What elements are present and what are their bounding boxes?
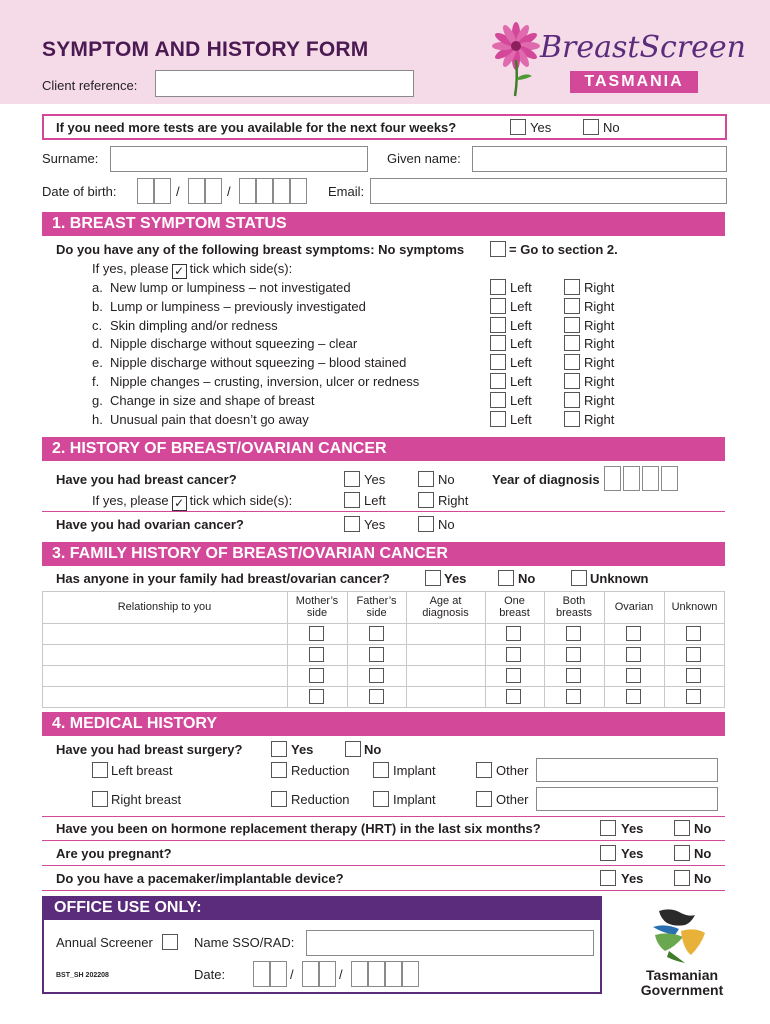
- office-use-heading: OFFICE USE ONLY:: [42, 896, 602, 920]
- pregnant-yes-label: Yes: [621, 846, 644, 861]
- office-date-separator: /: [339, 967, 343, 982]
- pacemaker-question: Do you have a pacemaker/implantable device?: [56, 871, 344, 886]
- symptom-letter: g.: [92, 393, 103, 408]
- year-digit-2[interactable]: [623, 466, 640, 491]
- right-other-label: Other: [496, 792, 529, 807]
- tick-instruction-pre: If yes, please: [92, 261, 169, 276]
- family-one-breast-checkbox[interactable]: [506, 689, 521, 704]
- family-fathers-side-checkbox[interactable]: [369, 626, 384, 641]
- left-reduction-label: Reduction: [291, 763, 350, 778]
- section4-divider: [42, 890, 725, 891]
- col-mothers-line1: Mother’s: [295, 595, 339, 607]
- right-implant-checkbox[interactable]: [373, 791, 389, 807]
- family-ovarian-checkbox[interactable]: [626, 668, 641, 683]
- right-other-checkbox[interactable]: [476, 791, 492, 807]
- availability-yes-label: Yes: [530, 120, 552, 135]
- breast-cancer-yes-label: Yes: [364, 472, 386, 487]
- form-title: SYMPTOM AND HISTORY FORM: [42, 38, 369, 61]
- annual-screener-label: Annual Screener: [56, 935, 153, 950]
- dob-year-digit-1[interactable]: [239, 178, 256, 204]
- availability-no-label: No: [603, 120, 620, 135]
- surgery-no-checkbox[interactable]: [345, 741, 361, 757]
- dob-year-digit-3[interactable]: [273, 178, 290, 204]
- brand-region: TASMANIA: [570, 71, 698, 93]
- family-ovarian-checkbox[interactable]: [626, 647, 641, 662]
- family-ovarian-checkbox[interactable]: [626, 689, 641, 704]
- symptom-left-label: Left: [510, 318, 532, 333]
- family-no-label: No: [518, 571, 536, 586]
- name-sso-label: Name SSO/RAD:: [194, 935, 295, 950]
- symptom-right-label: Right: [584, 299, 615, 314]
- surgery-no-label: No: [364, 742, 382, 757]
- given-name-label: Given name:: [387, 151, 461, 166]
- surgery-yes-label: Yes: [291, 742, 314, 757]
- symptom-letter: b.: [92, 299, 103, 314]
- symptom-right-label: Right: [584, 318, 615, 333]
- pregnant-no-label: No: [694, 846, 712, 861]
- breast-cancer-yes-checkbox[interactable]: [344, 471, 360, 487]
- email-label: Email:: [328, 184, 365, 199]
- symptom-letter: h.: [92, 412, 103, 427]
- family-ovarian-checkbox[interactable]: [626, 626, 641, 641]
- left-breast-checkbox[interactable]: [92, 762, 108, 778]
- section2-heading: 2. HISTORY OF BREAST/OVARIAN CANCER: [42, 437, 725, 461]
- section2-divider: [42, 511, 725, 512]
- table-divider: [42, 623, 725, 624]
- hrt-yes-checkbox[interactable]: [600, 820, 616, 836]
- office-date-year-digit-4[interactable]: [402, 961, 419, 987]
- family-both-breasts-checkbox[interactable]: [566, 668, 581, 683]
- section4-divider: [42, 816, 725, 817]
- col-unknown: Unknown: [671, 601, 718, 613]
- surgery-question: Have you had breast surgery?: [56, 742, 243, 757]
- left-reduction-checkbox[interactable]: [271, 762, 287, 778]
- left-other-input[interactable]: [536, 758, 718, 782]
- year-of-diagnosis-label: Year of diagnosis: [492, 472, 600, 487]
- symptom-left-checkbox[interactable]: [490, 317, 506, 333]
- right-implant-label: Implant: [393, 792, 436, 807]
- breast-cancer-no-label: No: [438, 472, 455, 487]
- col-one-line2: breast: [499, 607, 530, 619]
- left-other-checkbox[interactable]: [476, 762, 492, 778]
- col-fathers-side: [347, 595, 406, 619]
- hrt-question: Have you been on hormone replacement therapy (HRT) in the last six months?: [56, 821, 541, 836]
- age-at-diagnosis-input[interactable]: [408, 667, 484, 685]
- col-fathers-line1: Father’s: [356, 595, 397, 607]
- symptom-text: New lump or lumpiness – not investigated: [110, 280, 351, 295]
- section3-heading: 3. FAMILY HISTORY OF BREAST/OVARIAN CANCER: [42, 542, 725, 566]
- brand-name: BreastScreen: [540, 30, 747, 65]
- age-at-diagnosis-input[interactable]: [408, 625, 484, 643]
- family-one-breast-checkbox[interactable]: [506, 626, 521, 641]
- hrt-yes-label: Yes: [621, 821, 644, 836]
- ovarian-cancer-question: Have you had ovarian cancer?: [56, 517, 244, 532]
- symptom-right-label: Right: [584, 393, 615, 408]
- tick-instruction-post: tick which side(s):: [189, 261, 293, 276]
- tick-instruction-pre: If yes, please: [92, 493, 169, 508]
- family-yes-checkbox[interactable]: [425, 570, 441, 586]
- symptom-left-checkbox[interactable]: [490, 335, 506, 351]
- year-digit-3[interactable]: [642, 466, 659, 491]
- pacemaker-no-checkbox[interactable]: [674, 870, 690, 886]
- tasmanian-government-logo-icon: [645, 905, 715, 967]
- office-date-month-digit-2[interactable]: [319, 961, 336, 987]
- symptom-text: Nipple discharge without squeezing – clear: [110, 336, 358, 351]
- client-reference-label: Client reference:: [42, 78, 138, 93]
- section2-tick-instruction: [92, 493, 292, 511]
- symptom-text: Change in size and shape of breast: [110, 393, 315, 408]
- symptom-right-label: Right: [584, 355, 615, 370]
- symptom-left-label: Left: [510, 412, 532, 427]
- symptom-left-checkbox[interactable]: [490, 279, 506, 295]
- breast-cancer-left-label: Left: [364, 493, 386, 508]
- right-breast-checkbox[interactable]: [92, 791, 108, 807]
- right-other-input[interactable]: [536, 787, 718, 811]
- symptom-right-label: Right: [584, 374, 615, 389]
- relationship-input[interactable]: [44, 688, 286, 706]
- ovarian-cancer-no-checkbox[interactable]: [418, 516, 434, 532]
- pregnant-question: Are you pregnant?: [56, 846, 172, 861]
- tick-instruction-post: tick which side(s):: [189, 493, 293, 508]
- relationship-input[interactable]: [44, 625, 286, 643]
- symptom-left-checkbox[interactable]: [490, 373, 506, 389]
- col-ovarian: Ovarian: [614, 601, 654, 613]
- symptom-left-checkbox[interactable]: [490, 411, 506, 427]
- col-one-line1: One: [504, 595, 525, 607]
- family-unknown-label: Unknown: [590, 571, 649, 586]
- symptom-right-checkbox[interactable]: [564, 335, 580, 351]
- family-mothers-side-checkbox[interactable]: [309, 647, 324, 662]
- dob-separator: /: [176, 184, 180, 199]
- dob-month-digit-2[interactable]: [205, 178, 222, 204]
- hrt-no-label: No: [694, 821, 712, 836]
- relationship-input[interactable]: [44, 646, 286, 664]
- symptom-text: Nipple discharge without squeezing – blood stained: [110, 355, 407, 370]
- symptom-right-checkbox[interactable]: [564, 298, 580, 314]
- dob-day-digit-2[interactable]: [154, 178, 171, 204]
- family-both-breasts-checkbox[interactable]: [566, 626, 581, 641]
- breast-cancer-question: Have you had breast cancer?: [56, 472, 237, 487]
- breast-cancer-right-checkbox[interactable]: [418, 492, 434, 508]
- family-mothers-side-checkbox[interactable]: [309, 689, 324, 704]
- section4-heading: 4. MEDICAL HISTORY: [42, 712, 725, 736]
- relationship-input[interactable]: [44, 667, 286, 685]
- dob-year-digit-2[interactable]: [256, 178, 273, 204]
- symptom-left-label: Left: [510, 355, 532, 370]
- left-other-label: Other: [496, 763, 529, 778]
- symptom-right-label: Right: [584, 336, 615, 351]
- symptom-right-checkbox[interactable]: [564, 279, 580, 295]
- symptom-right-checkbox[interactable]: [564, 411, 580, 427]
- symptom-text: Skin dimpling and/or redness: [110, 318, 278, 333]
- ovarian-cancer-no-label: No: [438, 517, 455, 532]
- given-name-input[interactable]: [472, 146, 727, 172]
- dob-year-digit-4[interactable]: [290, 178, 307, 204]
- form-code: BST_SH 202208: [56, 972, 109, 979]
- symptom-right-checkbox[interactable]: [564, 317, 580, 333]
- table-row-divider: [42, 686, 725, 687]
- symptom-right-label: Right: [584, 412, 615, 427]
- dob-label: Date of birth:: [42, 184, 117, 199]
- pregnant-no-checkbox[interactable]: [674, 845, 690, 861]
- section1-tick-instruction: [92, 261, 292, 279]
- section1-question: Do you have any of the following breast symptoms: No symptoms: [56, 242, 465, 257]
- office-date-day-digit-1[interactable]: [253, 961, 270, 987]
- ovarian-cancer-yes-checkbox[interactable]: [344, 516, 360, 532]
- symptom-letter: d.: [92, 336, 103, 351]
- section4-divider: [42, 840, 725, 841]
- dob-separator: /: [227, 184, 231, 199]
- government-line1: Tasmanian: [645, 967, 719, 983]
- family-unknown-checkbox[interactable]: [686, 626, 701, 641]
- tick-icon: ✓: [172, 496, 187, 511]
- family-unknown-checkbox[interactable]: [686, 668, 701, 683]
- col-both-breasts: [544, 595, 604, 619]
- annual-screener-checkbox[interactable]: [162, 934, 178, 950]
- symptom-left-label: Left: [510, 374, 532, 389]
- family-mothers-side-checkbox[interactable]: [309, 626, 324, 641]
- symptom-left-label: Left: [510, 336, 532, 351]
- col-relationship: Relationship to you: [117, 601, 212, 613]
- section1-goto: = Go to section 2.: [509, 242, 618, 257]
- left-breast-label: Left breast: [111, 763, 173, 778]
- family-both-breasts-checkbox[interactable]: [566, 647, 581, 662]
- breast-cancer-right-label: Right: [438, 493, 469, 508]
- dob-day-digit-1[interactable]: [137, 178, 154, 204]
- pacemaker-yes-label: Yes: [621, 871, 644, 886]
- year-digit-4[interactable]: [661, 466, 678, 491]
- table-row-divider: [42, 644, 725, 645]
- hrt-no-checkbox[interactable]: [674, 820, 690, 836]
- col-mothers-side: [287, 595, 347, 619]
- pacemaker-no-label: No: [694, 871, 712, 886]
- surgery-yes-checkbox[interactable]: [271, 741, 287, 757]
- government-line2: Government: [640, 982, 724, 998]
- pacemaker-yes-checkbox[interactable]: [600, 870, 616, 886]
- col-mothers-line2: side: [306, 607, 328, 619]
- symptom-left-checkbox[interactable]: [490, 392, 506, 408]
- pregnant-yes-checkbox[interactable]: [600, 845, 616, 861]
- office-date-month-digit-1[interactable]: [302, 961, 319, 987]
- symptom-right-checkbox[interactable]: [564, 354, 580, 370]
- family-unknown-checkbox[interactable]: [686, 647, 701, 662]
- family-fathers-side-checkbox[interactable]: [369, 668, 384, 683]
- col-age-line1: Age at: [429, 595, 462, 607]
- symptom-text: Unusual pain that doesn’t go away: [110, 412, 309, 427]
- family-yes-label: Yes: [444, 571, 467, 586]
- symptom-right-checkbox[interactable]: [564, 373, 580, 389]
- no-symptoms-checkbox[interactable]: [490, 241, 506, 257]
- right-reduction-checkbox[interactable]: [271, 791, 287, 807]
- surname-input[interactable]: [110, 146, 368, 172]
- family-history-question: Has anyone in your family had breast/ovarian cancer?: [56, 571, 390, 586]
- table-row-divider: [42, 665, 725, 666]
- symptom-letter: c.: [92, 318, 103, 333]
- availability-question: If you need more tests are you available for the next four weeks?: [56, 120, 457, 135]
- age-at-diagnosis-input[interactable]: [408, 646, 484, 664]
- col-age-at-diagnosis: [406, 595, 485, 619]
- col-one-breast: [485, 595, 544, 619]
- family-both-breasts-checkbox[interactable]: [566, 689, 581, 704]
- col-fathers-line2: side: [366, 607, 387, 619]
- office-date-label: Date:: [194, 967, 226, 982]
- tick-icon: ✓: [172, 264, 187, 279]
- family-fathers-side-checkbox[interactable]: [369, 689, 384, 704]
- breast-cancer-no-checkbox[interactable]: [418, 471, 434, 487]
- office-date-year-digit-2[interactable]: [368, 961, 385, 987]
- symptom-text: Lump or lumpiness – previously investigated: [110, 299, 366, 314]
- symptom-letter: f.: [92, 374, 100, 389]
- family-mothers-side-checkbox[interactable]: [309, 668, 324, 683]
- symptom-right-label: Right: [584, 280, 615, 295]
- office-date-separator: /: [290, 967, 294, 982]
- breast-cancer-left-checkbox[interactable]: [344, 492, 360, 508]
- symptom-letter: a.: [92, 280, 103, 295]
- family-no-checkbox[interactable]: [498, 570, 514, 586]
- family-fathers-side-checkbox[interactable]: [369, 647, 384, 662]
- left-implant-label: Implant: [393, 763, 436, 778]
- symptom-right-checkbox[interactable]: [564, 392, 580, 408]
- office-date-year-digit-3[interactable]: [385, 961, 402, 987]
- col-both-line1: Both: [562, 595, 586, 607]
- ovarian-cancer-yes-label: Yes: [364, 517, 386, 532]
- family-one-breast-checkbox[interactable]: [506, 647, 521, 662]
- section1-heading: 1. BREAST SYMPTOM STATUS: [42, 212, 725, 236]
- surname-label: Surname:: [42, 151, 99, 166]
- symptom-letter: e.: [92, 355, 103, 370]
- office-date-day-digit-2[interactable]: [270, 961, 287, 987]
- government-wordmark: [634, 968, 730, 998]
- availability-no-checkbox[interactable]: [583, 119, 599, 135]
- right-breast-label: Right breast: [111, 792, 182, 807]
- email-input[interactable]: [370, 178, 727, 204]
- symptom-left-checkbox[interactable]: [490, 354, 506, 370]
- year-digit-1[interactable]: [604, 466, 621, 491]
- symptom-text: Nipple changes – crusting, inversion, ulcer or redness: [110, 374, 420, 389]
- left-implant-checkbox[interactable]: [373, 762, 389, 778]
- office-date-year-digit-1[interactable]: [351, 961, 368, 987]
- symptom-left-label: Left: [510, 299, 532, 314]
- col-age-line2: diagnosis: [422, 607, 469, 619]
- family-unknown-checkbox[interactable]: [571, 570, 587, 586]
- symptom-left-checkbox[interactable]: [490, 298, 506, 314]
- symptom-left-label: Left: [510, 393, 532, 408]
- client-reference-input[interactable]: [155, 70, 414, 97]
- name-sso-input[interactable]: [306, 930, 594, 956]
- right-reduction-label: Reduction: [291, 792, 350, 807]
- dob-month-digit-1[interactable]: [188, 178, 205, 204]
- age-at-diagnosis-input[interactable]: [408, 688, 484, 706]
- family-one-breast-checkbox[interactable]: [506, 668, 521, 683]
- family-unknown-checkbox[interactable]: [686, 689, 701, 704]
- flower-logo-icon: [488, 22, 544, 98]
- symptom-left-label: Left: [510, 280, 532, 295]
- section4-divider: [42, 865, 725, 866]
- col-both-line2: breasts: [555, 607, 593, 619]
- availability-yes-checkbox[interactable]: [510, 119, 526, 135]
